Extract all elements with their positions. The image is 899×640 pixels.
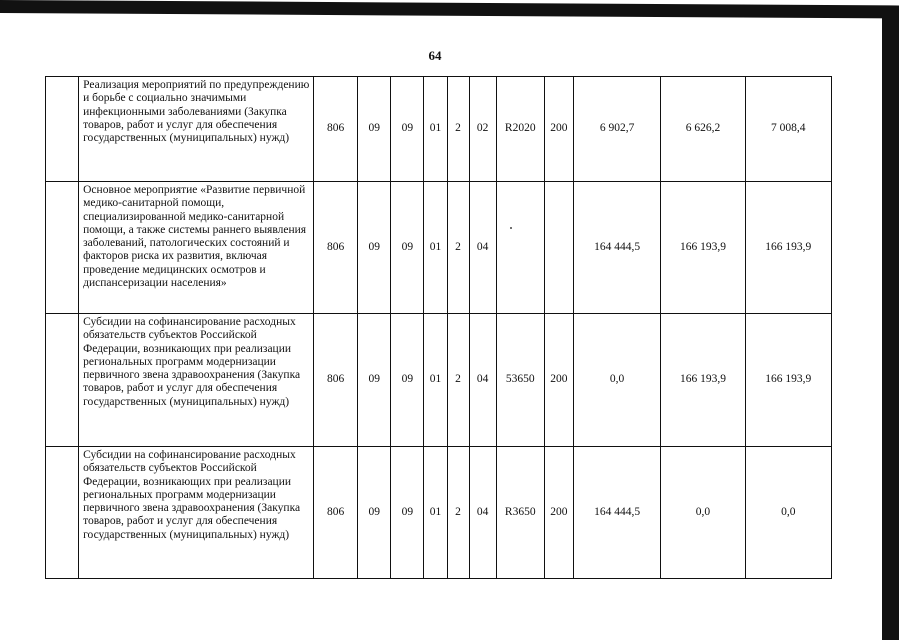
amount-year3-cell: 166 193,9 <box>745 182 831 314</box>
expense-type-cell: 200 <box>544 314 573 447</box>
blank-cell <box>46 314 79 447</box>
amount-year3-cell: 7 008,4 <box>745 77 831 182</box>
item-name-cell: Субсидии на софинансирование расходных обязательств субъектов Российской Федерации, возникающих при реализации региональных программ модернизации первичного звена здравоохранения (Закупка товаров, работ и услуг для обеспечения государственных (муниципальных) нужд) <box>79 314 314 447</box>
program-code-cell: 01 <box>424 182 447 314</box>
expense-direction-cell: R2020 <box>496 77 544 182</box>
item-name-cell: Реализация мероприятий по предупреждению и борьбе с социально значимыми инфекционными заболеваниями (Закупка товаров, работ и услуг для обеспечения государственных (муниципальных) нужд) <box>79 77 314 182</box>
page-number: 64 <box>428 48 442 63</box>
budget-table <box>45 76 832 579</box>
expense-type-cell <box>544 182 573 314</box>
program-code-cell: 01 <box>424 77 447 182</box>
amount-year1-cell: 164 444,5 <box>573 447 660 579</box>
amount-year3-cell: 166 193,9 <box>745 314 831 447</box>
table-row <box>46 314 832 447</box>
subprogram-code-cell: 2 <box>447 182 469 314</box>
subsection-code-cell: 09 <box>391 447 424 579</box>
amount-year3-cell: 0,0 <box>745 447 831 579</box>
subprogram-code-cell: 2 <box>447 314 469 447</box>
amount-year1-cell: 164 444,5 <box>573 182 660 314</box>
blank-cell <box>46 182 79 314</box>
ministry-code-cell: 806 <box>314 182 358 314</box>
scan-border-right <box>882 12 899 640</box>
scan-speck <box>510 227 512 229</box>
main-activity-code-cell: 04 <box>469 447 496 579</box>
amount-year1-cell: 6 902,7 <box>573 77 660 182</box>
section-code-cell: 09 <box>358 314 391 447</box>
subsection-code-cell: 09 <box>391 77 424 182</box>
ministry-code-cell: 806 <box>314 77 358 182</box>
blank-cell <box>46 447 79 579</box>
subprogram-code-cell: 2 <box>447 77 469 182</box>
expense-direction-cell: R3650 <box>496 447 544 579</box>
item-name-cell: Основное мероприятие «Развитие первичной медико-санитарной помощи, специализированной медико-санитарной помощи, а также системы раннего выявления заболеваний, патологических состояний и факторов риска их развития, включая проведение медицинских осмотров и диспансеризации населения» <box>79 182 314 314</box>
main-activity-code-cell: 02 <box>469 77 496 182</box>
section-code-cell: 09 <box>358 77 391 182</box>
subprogram-code-cell: 2 <box>447 447 469 579</box>
ministry-code-cell: 806 <box>314 447 358 579</box>
ministry-code-cell: 806 <box>314 314 358 447</box>
subsection-code-cell: 09 <box>391 182 424 314</box>
program-code-cell: 01 <box>424 447 447 579</box>
table-row <box>46 77 832 182</box>
scan-border-top <box>0 0 899 18</box>
section-code-cell: 09 <box>358 182 391 314</box>
subsection-code-cell: 09 <box>391 314 424 447</box>
amount-year2-cell: 166 193,9 <box>661 314 745 447</box>
blank-cell <box>46 77 79 182</box>
amount-year1-cell: 0,0 <box>573 314 660 447</box>
item-name-cell: Субсидии на софинансирование расходных обязательств субъектов Российской Федерации, возникающих при реализации региональных программ модернизации первичного звена здравоохранения (Закупка товаров, работ и услуг для обеспечения государственных (муниципальных) нужд) <box>79 447 314 579</box>
table-row <box>46 447 832 579</box>
expense-type-cell: 200 <box>544 447 573 579</box>
section-code-cell: 09 <box>358 447 391 579</box>
expense-direction-cell <box>496 182 544 314</box>
expense-type-cell: 200 <box>544 77 573 182</box>
amount-year2-cell: 6 626,2 <box>661 77 745 182</box>
table-row <box>46 182 832 314</box>
expense-direction-cell: 53650 <box>496 314 544 447</box>
main-activity-code-cell: 04 <box>469 314 496 447</box>
program-code-cell: 01 <box>424 314 447 447</box>
amount-year2-cell: 0,0 <box>661 447 745 579</box>
amount-year2-cell: 166 193,9 <box>661 182 745 314</box>
main-activity-code-cell: 04 <box>469 182 496 314</box>
